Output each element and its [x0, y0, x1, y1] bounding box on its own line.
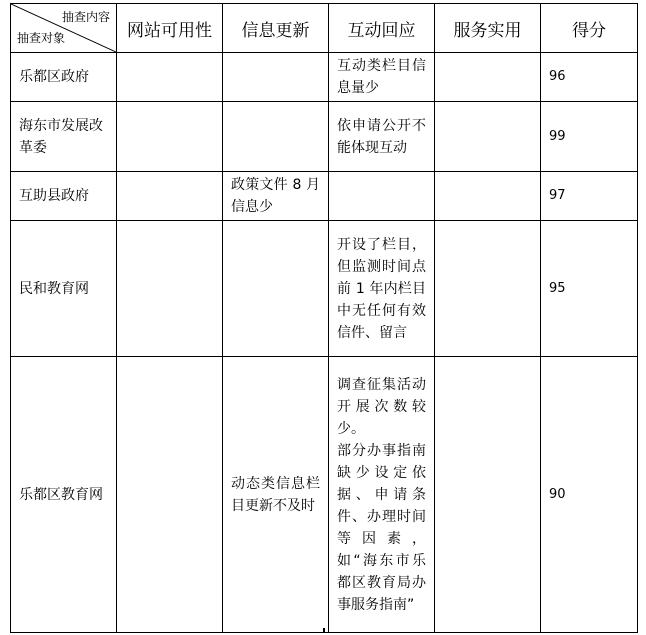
inspection-table — [10, 3, 638, 633]
cell-availability — [117, 172, 223, 221]
col-header-score: 得分 — [541, 4, 638, 53]
page-mark — [323, 628, 325, 633]
cell-service — [435, 172, 541, 221]
cell-service — [435, 53, 541, 102]
cell-interaction: 开设了栏目，但监测时间点前 1 年内栏目中无任何有效信件、留言 — [329, 221, 435, 357]
cell-update: 政策文件 8 月信息少 — [223, 172, 329, 221]
header-row — [11, 4, 638, 53]
cell-score: 97 — [541, 172, 638, 221]
cell-score: 96 — [541, 53, 638, 102]
table-row — [11, 221, 638, 357]
row-name: 海东市发展改革委 — [11, 102, 117, 172]
row-name: 互助县政府 — [11, 172, 117, 221]
cell-update — [223, 102, 329, 172]
interaction-note-2: 部分办事指南缺少设定依据、申请条件、办理时间等因素，如“海东市乐都区教育局办事服务指南” — [337, 442, 426, 613]
cell-service — [435, 221, 541, 357]
cell-interaction — [329, 172, 435, 221]
col-header-interaction: 互动回应 — [329, 4, 435, 53]
cell-update — [223, 221, 329, 357]
table-row — [11, 357, 638, 633]
table-row — [11, 102, 638, 172]
col-header-update: 信息更新 — [223, 4, 329, 53]
row-name: 乐都区政府 — [11, 53, 117, 102]
cell-interaction — [329, 357, 435, 633]
cell-availability — [117, 221, 223, 357]
cell-score: 95 — [541, 221, 638, 357]
cell-score: 90 — [541, 357, 638, 633]
table-row — [11, 53, 638, 102]
cell-score: 99 — [541, 102, 638, 172]
interaction-note-1: 调查征集活动开展次数较少。 — [337, 376, 426, 437]
col-header-service: 服务实用 — [435, 4, 541, 53]
row-name: 民和教育网 — [11, 221, 117, 357]
col-header-availability: 网站可用性 — [117, 4, 223, 53]
diag-header-bottom: 抽查对象 — [17, 31, 66, 45]
row-name: 乐都区教育网 — [11, 357, 117, 633]
diagonal-header-cell — [11, 4, 117, 53]
cell-update: 动态类信息栏目更新不及时 — [223, 357, 329, 633]
cell-service — [435, 102, 541, 172]
cell-availability — [117, 53, 223, 102]
cell-availability — [117, 357, 223, 633]
cell-interaction: 依申请公开不能体现互动 — [329, 102, 435, 172]
cell-service — [435, 357, 541, 633]
cell-update — [223, 53, 329, 102]
cell-availability — [117, 102, 223, 172]
diag-header-top: 抽查内容 — [61, 10, 110, 24]
table-row — [11, 172, 638, 221]
cell-interaction: 互动类栏目信息量少 — [329, 53, 435, 102]
